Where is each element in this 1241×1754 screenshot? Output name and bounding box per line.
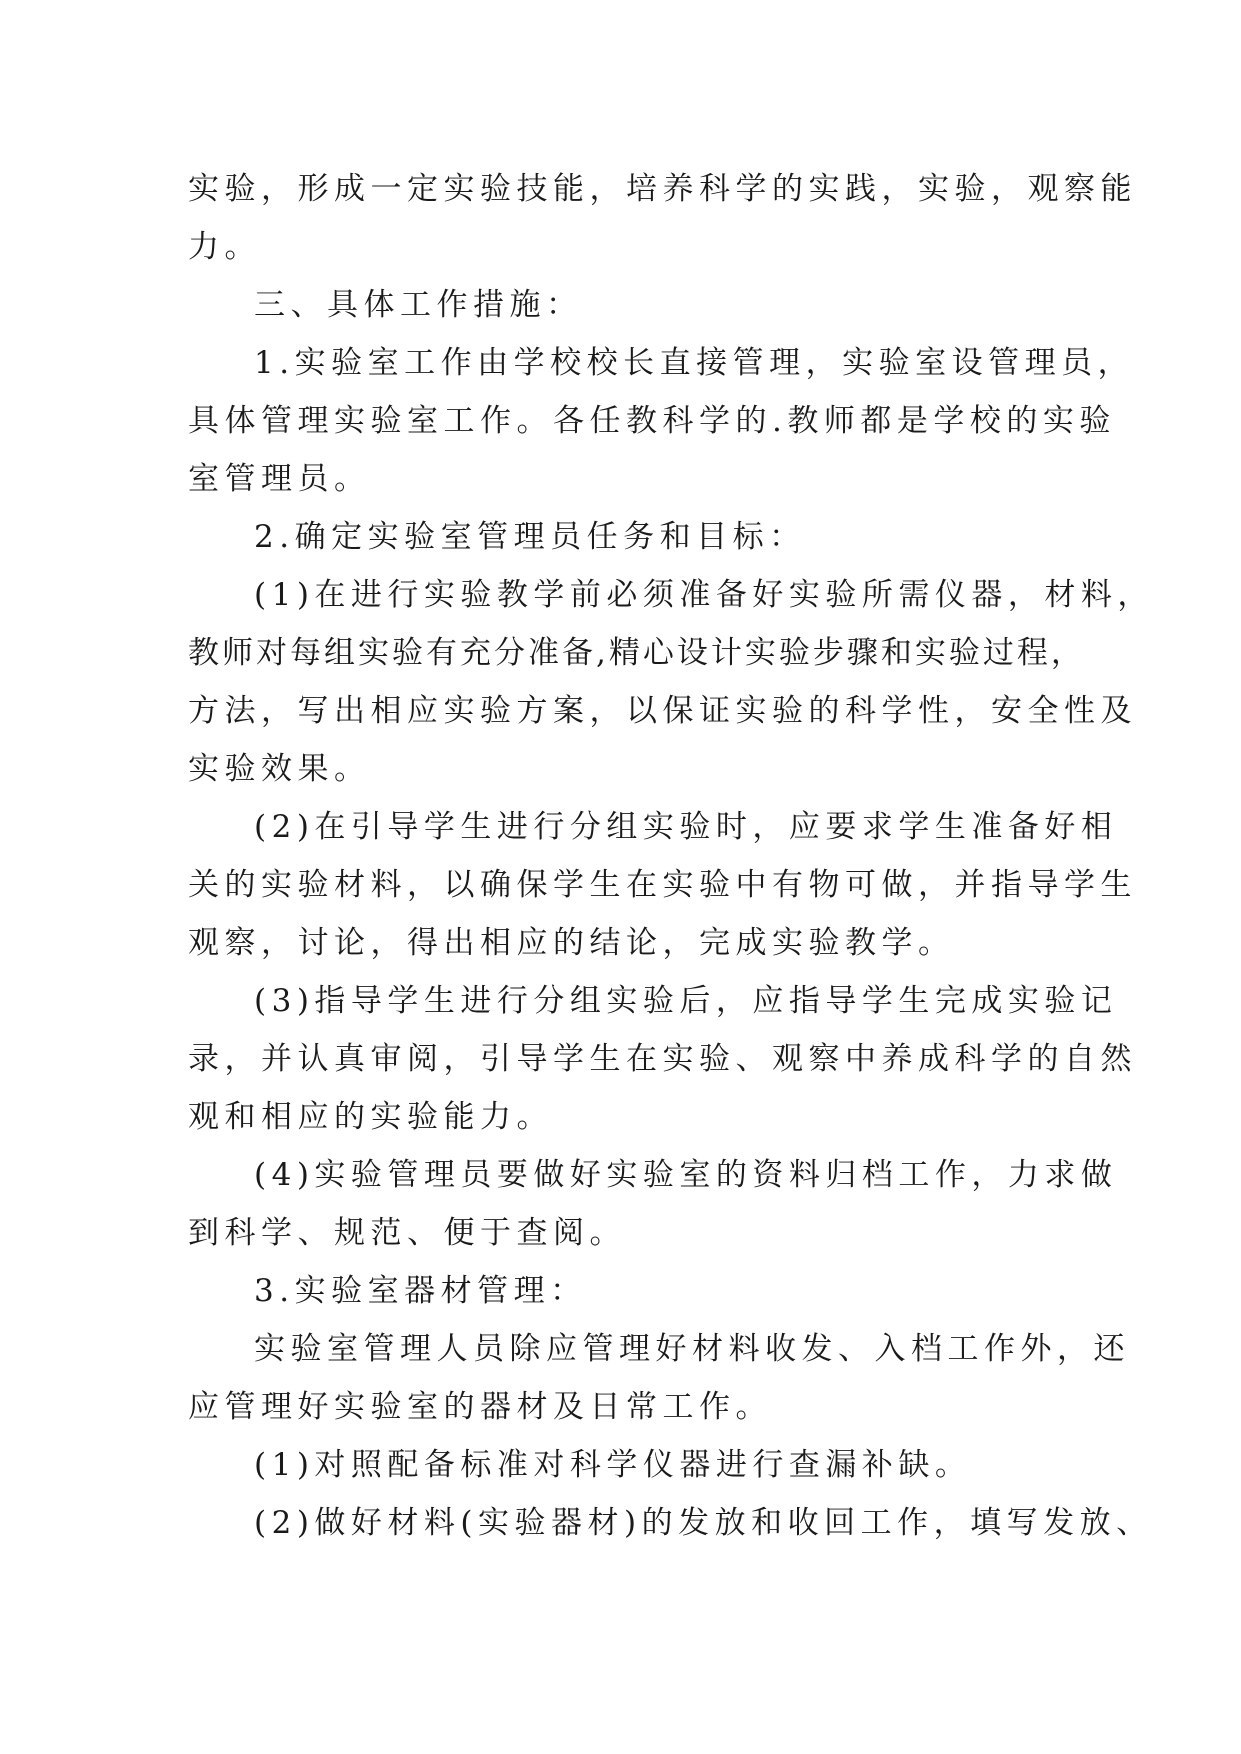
text-line: 1.实验室工作由学校校长直接管理，实验室设管理员， xyxy=(254,345,1135,381)
text-line: 室管理员。 xyxy=(188,461,371,497)
text-line: (3)指导学生进行分组实验后，应指导学生完成实验记 xyxy=(254,983,1118,1019)
text-line: 观和相应的实验能力。 xyxy=(188,1099,553,1135)
text-line: 录，并认真审阅，引导学生在实验、观察中养成科学的自然 xyxy=(188,1041,1137,1077)
text-line: (2)做好材料(实验器材)的发放和收回工作，填写发放、 xyxy=(254,1505,1153,1541)
text-line: (2)在引导学生进行分组实验时，应要求学生准备好相 xyxy=(254,809,1118,845)
text-line: 教师对每组实验有充分准备,精心设计实验步骤和实验过程， xyxy=(188,635,1085,671)
text-line: 实验效果。 xyxy=(188,751,371,787)
text-line: 到科学、规范、便于查阅。 xyxy=(188,1215,626,1251)
text-line: 实验室管理人员除应管理好材料收发、入档工作外，还 xyxy=(254,1331,1130,1367)
text-line: 力。 xyxy=(188,229,261,265)
text-line: 实验，形成一定实验技能，培养科学的实践，实验，观察能 xyxy=(188,171,1137,207)
subsection-heading: 2.确定实验室管理员任务和目标： xyxy=(254,519,806,555)
text-line: 具体管理实验室工作。各任教科学的.教师都是学校的实验 xyxy=(188,403,1116,439)
section-heading: 三、具体工作措施： xyxy=(254,287,583,323)
text-line: (1)在进行实验教学前必须准备好实验所需仪器，材料， xyxy=(254,577,1154,613)
subsection-heading: 3.实验室器材管理： xyxy=(254,1273,587,1309)
text-line: 关的实验材料，以确保学生在实验中有物可做，并指导学生 xyxy=(188,867,1137,903)
document-body xyxy=(188,160,1154,1552)
text-line: 方法，写出相应实验方案，以保证实验的科学性，安全性及 xyxy=(188,693,1137,729)
text-line: (4)实验管理员要做好实验室的资料归档工作，力求做 xyxy=(254,1157,1118,1193)
text-line: (1)对照配备标准对科学仪器进行查漏补缺。 xyxy=(254,1447,972,1483)
text-line: 应管理好实验室的器材及日常工作。 xyxy=(188,1389,772,1425)
text-line: 观察，讨论，得出相应的结论，完成实验教学。 xyxy=(188,925,955,961)
